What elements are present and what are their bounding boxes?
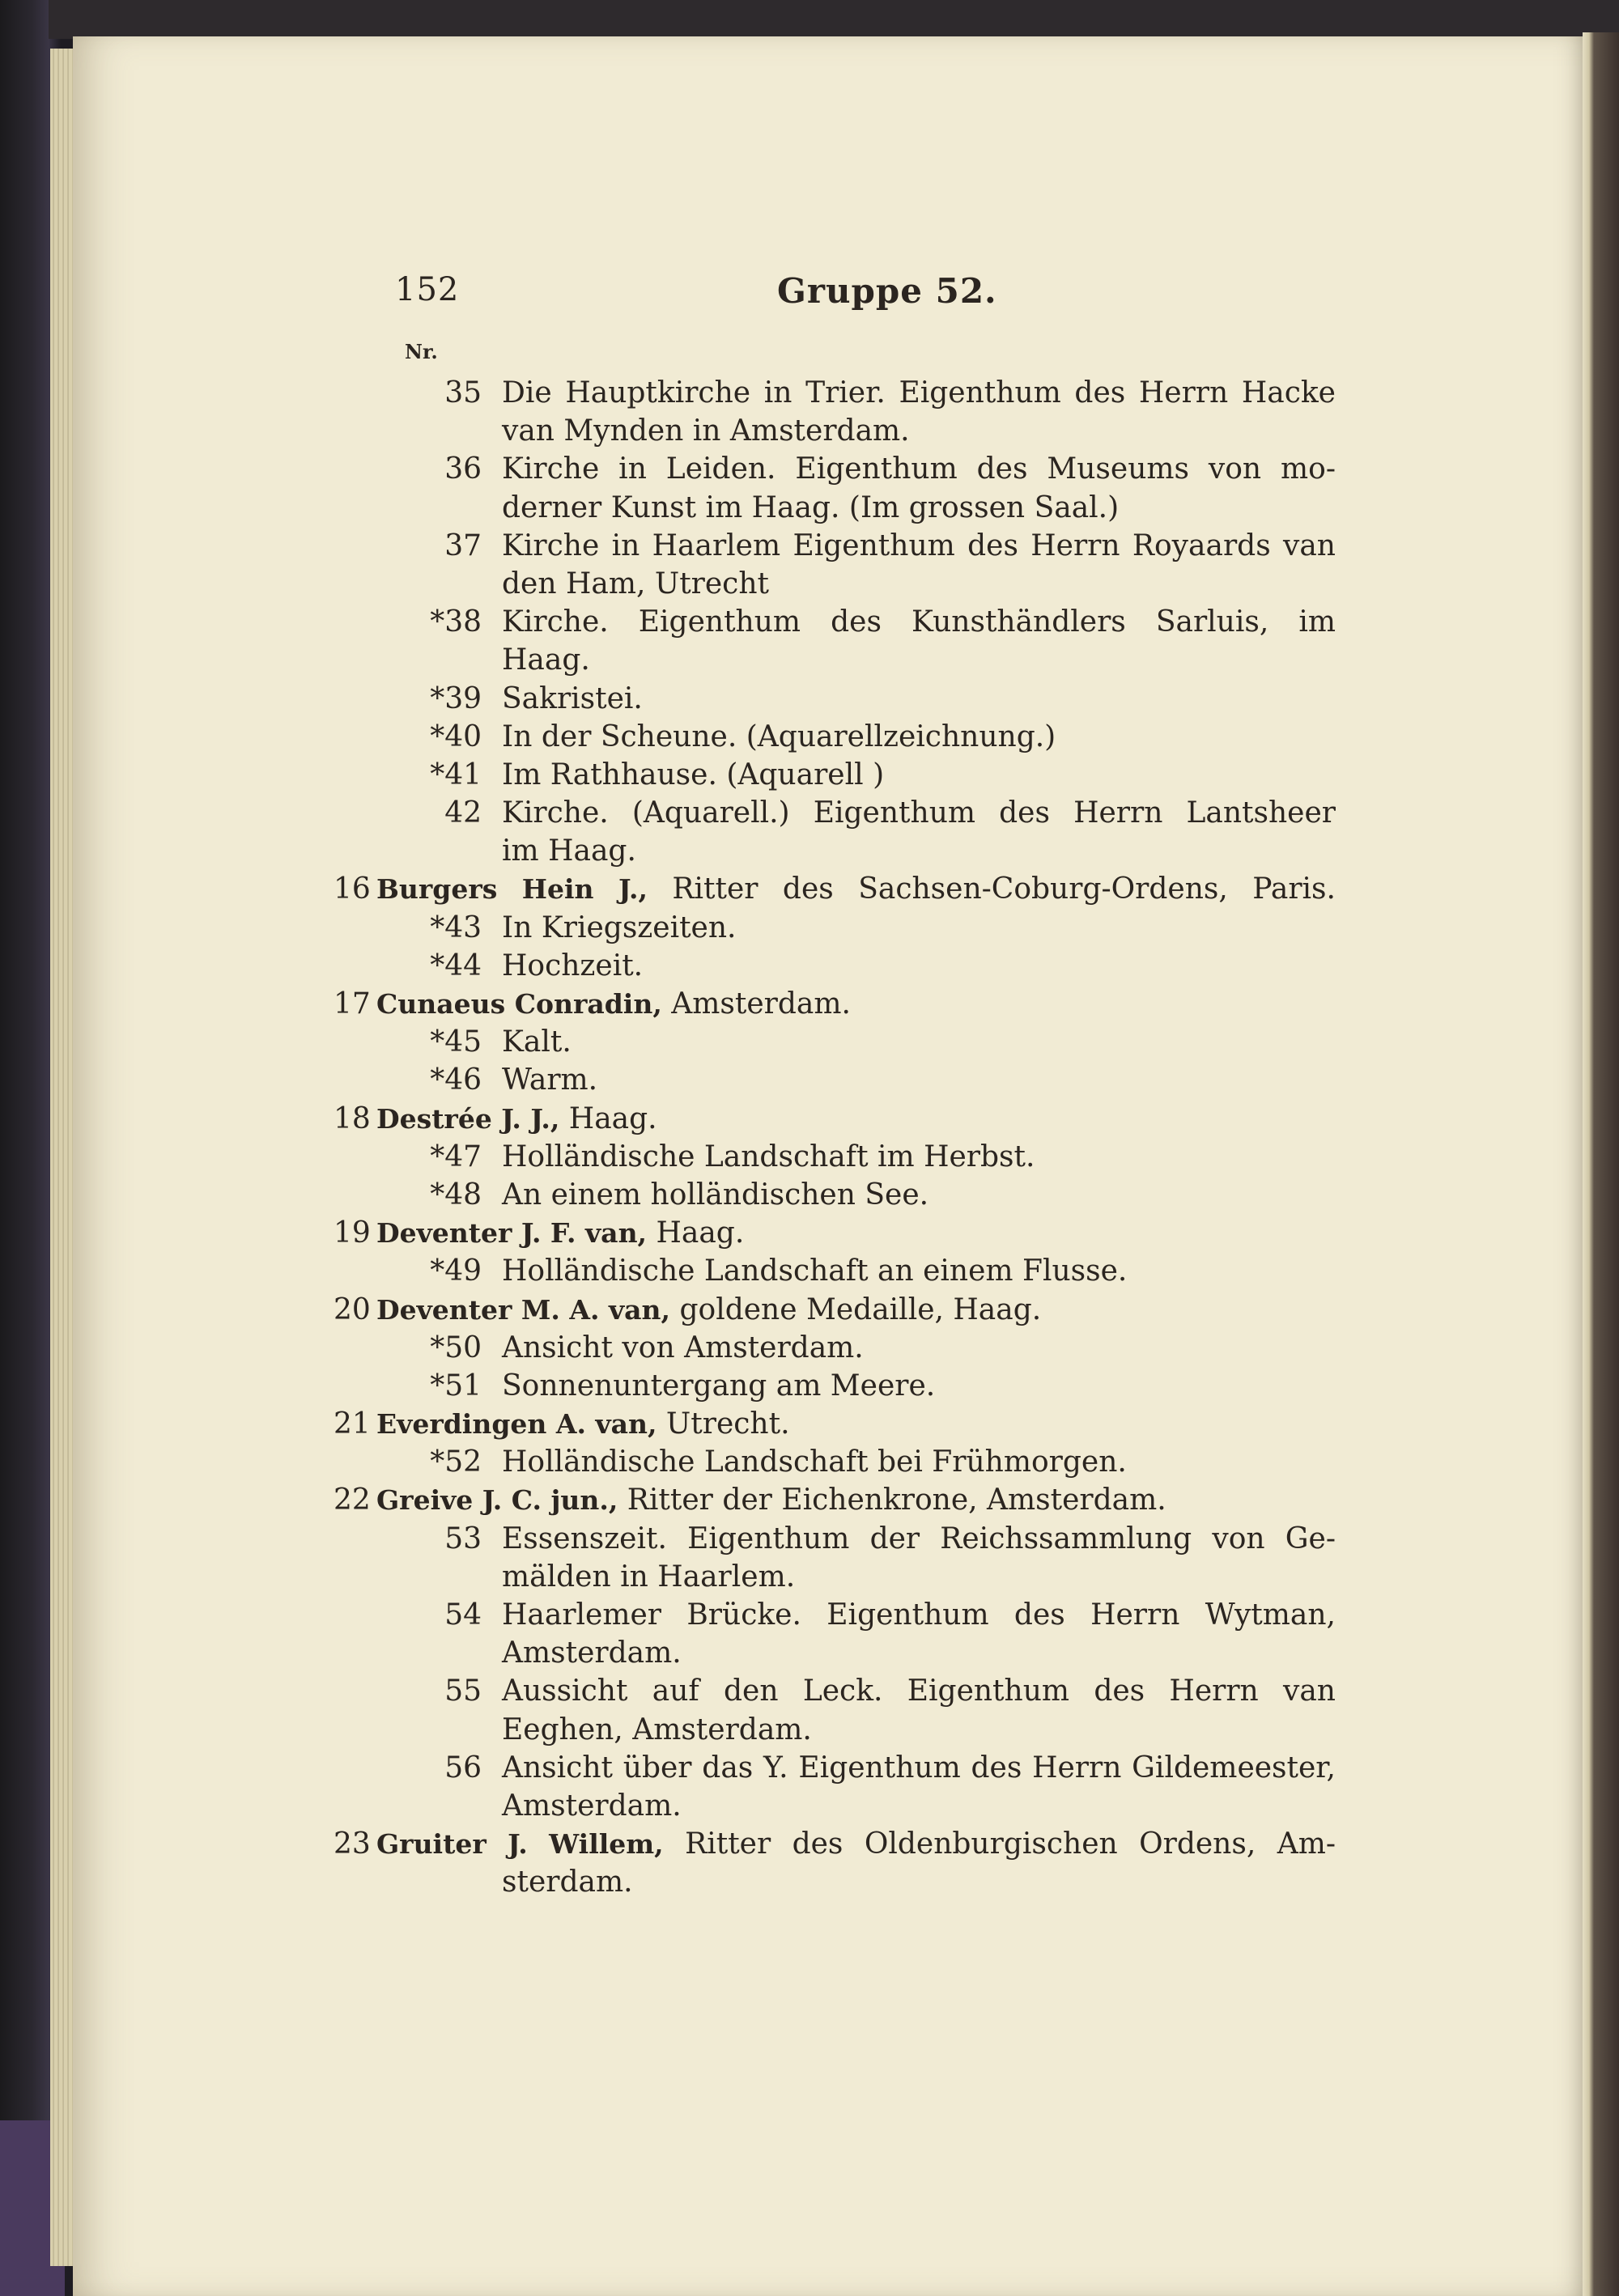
page-title: Gruppe 52.: [777, 271, 997, 311]
artist-number: 16: [334, 872, 371, 906]
item-text: Essenszeit. Eigenthum der Reichssammlung von Ge-: [502, 1521, 1336, 1555]
artist-text: [376, 870, 1336, 908]
artist-details: Amsterdam.: [661, 987, 851, 1021]
artist-number: 18: [334, 1101, 371, 1135]
catalogue-item: [0, 947, 1619, 985]
artist-text: [376, 1481, 1336, 1519]
item-number: *41: [430, 758, 482, 792]
catalogue-item: [0, 718, 1619, 756]
catalogue-item: [0, 1749, 1619, 1787]
item-number: 36: [444, 452, 482, 486]
artist-details: Haag.: [647, 1216, 745, 1250]
artist-number: 20: [334, 1292, 371, 1326]
continuation-line: [0, 489, 1619, 527]
artist-name: Greive J. C. jun.,: [376, 1484, 618, 1517]
catalogue-item: [0, 1672, 1619, 1710]
continuation-line: [0, 832, 1619, 870]
continuation-line: [0, 1558, 1619, 1596]
continuation-line: [0, 1787, 1619, 1825]
item-number: 53: [444, 1521, 482, 1555]
item-text: mälden in Haarlem.: [502, 1560, 796, 1594]
artist-name: Burgers Hein J.,: [376, 873, 648, 906]
item-text: Die Hauptkirche in Trier. Eigenthum des Herrn Hacke: [502, 376, 1336, 410]
item-text: Hochzeit.: [502, 949, 644, 982]
item-number: *52: [430, 1445, 482, 1479]
continuation-line: [0, 1863, 1619, 1901]
artist-details: Utrecht.: [657, 1407, 790, 1441]
catalogue-item: [0, 794, 1619, 832]
artist-details: Haag.: [559, 1101, 657, 1135]
item-text: Eeghen, Amsterdam.: [502, 1712, 812, 1746]
item-number: 54: [444, 1598, 482, 1632]
catalogue-item: [0, 1061, 1619, 1099]
catalogue-item: [0, 1367, 1619, 1405]
item-text: Holländische Landschaft an einem Flusse.: [502, 1254, 1128, 1288]
item-text: Kirche. (Aquarell.) Eigenthum des Herrn Lantsheer: [502, 796, 1336, 830]
item-number: *44: [430, 949, 482, 982]
item-text: An einem holländischen See.: [502, 1178, 929, 1212]
catalogue-item: [0, 1329, 1619, 1367]
artist-name: Gruiter J. Willem,: [376, 1828, 664, 1861]
artist-details: Ritter des Oldenburgischen Ordens, Am-: [663, 1827, 1336, 1861]
catalogue-item: [0, 603, 1619, 641]
catalogue-item: [0, 1596, 1619, 1634]
catalogue-item: [0, 1520, 1619, 1558]
item-text: Ansicht von Amsterdam.: [502, 1330, 864, 1364]
item-text: Holländische Landschaft bei Frühmorgen.: [502, 1445, 1127, 1479]
catalogue-item: [0, 1176, 1619, 1214]
continuation-line: [0, 412, 1619, 450]
continuation-line: [0, 1634, 1619, 1672]
catalogue-item: [0, 909, 1619, 947]
item-text: Aussicht auf den Leck. Eigenthum des Herrn van: [502, 1674, 1336, 1708]
artist-text: [376, 1100, 1336, 1138]
item-text: Kirche. Eigenthum des Kunsthändlers Sarluis, im: [502, 605, 1336, 639]
artist-entry: [0, 985, 1619, 1023]
artist-text: [376, 1214, 1336, 1252]
artist-name: Destrée J. J.,: [376, 1102, 560, 1135]
item-text: Amsterdam.: [502, 1636, 682, 1670]
catalogue-item: [0, 1138, 1619, 1176]
item-text: Im Rathhause. (Aquarell ): [502, 758, 885, 792]
artist-name: Cunaeus Conradin,: [376, 988, 662, 1020]
item-text: Ansicht über das Y. Eigenthum des Herrn Gildemeester,: [502, 1751, 1336, 1785]
continuation-line: [0, 1711, 1619, 1749]
item-number: *51: [430, 1369, 482, 1403]
item-number: *43: [430, 910, 482, 944]
item-number: *39: [430, 681, 482, 715]
artist-text: [376, 1291, 1336, 1329]
continuation-line: [0, 641, 1619, 679]
item-text: Haarlemer Brücke. Eigenthum des Herrn Wytman,: [502, 1598, 1336, 1632]
catalogue-item: [0, 527, 1619, 565]
item-number: *50: [430, 1330, 482, 1364]
artist-number: 21: [334, 1407, 371, 1441]
item-text: van Mynden in Amsterdam.: [502, 414, 910, 448]
item-number: *49: [430, 1254, 482, 1288]
artist-details: Ritter des Sachsen-Coburg-Ordens, Paris.: [648, 872, 1336, 906]
item-text: Sonnenuntergang am Meere.: [502, 1369, 936, 1403]
item-text: Kirche in Leiden. Eigenthum des Museums von mo-: [502, 452, 1336, 486]
artist-text: [376, 1825, 1336, 1863]
item-text: Warm.: [502, 1063, 598, 1097]
item-number: 55: [444, 1674, 482, 1708]
artist-details: goldene Medaille, Haag.: [670, 1292, 1042, 1326]
item-text: Amsterdam.: [502, 1789, 682, 1823]
catalogue-item: [0, 756, 1619, 794]
item-text: Kalt.: [502, 1025, 572, 1059]
artist-entry: [0, 1291, 1619, 1329]
artist-number: 19: [334, 1216, 371, 1250]
artist-name: Deventer M. A. van,: [376, 1293, 671, 1326]
artist-entry: [0, 870, 1619, 908]
item-number: 42: [444, 796, 482, 830]
item-number: 56: [444, 1751, 482, 1785]
item-number: *40: [430, 719, 482, 753]
item-text: den Ham, Utrecht: [502, 567, 769, 601]
artist-text: [376, 985, 1336, 1023]
item-number: 37: [444, 528, 482, 562]
item-number: *38: [430, 605, 482, 639]
artist-name: Deventer J. F. van,: [376, 1217, 648, 1250]
item-text: sterdam.: [502, 1865, 633, 1899]
item-text: Sakristei.: [502, 681, 643, 715]
nr-column-label: Nr.: [405, 340, 438, 363]
item-number: *45: [430, 1025, 482, 1059]
item-text: derner Kunst im Haag. (Im grossen Saal.): [502, 490, 1120, 524]
artist-entry: [0, 1214, 1619, 1252]
artist-details: Ritter der Eichenkrone, Amsterdam.: [618, 1483, 1166, 1517]
item-text: In Kriegszeiten.: [502, 910, 737, 944]
artist-number: 22: [334, 1483, 371, 1517]
catalogue-item: [0, 374, 1619, 412]
item-text: Holländische Landschaft im Herbst.: [502, 1140, 1035, 1173]
item-text: Haag.: [502, 643, 590, 677]
catalogue-list: [0, 374, 1619, 1902]
page-number: 152: [395, 271, 460, 308]
artist-entry: [0, 1481, 1619, 1519]
catalogue-item: [0, 1443, 1619, 1481]
catalogue-item: [0, 1252, 1619, 1290]
continuation-line: [0, 565, 1619, 603]
item-number: *47: [430, 1140, 482, 1173]
item-text: Kirche in Haarlem Eigenthum des Herrn Royaards van: [502, 528, 1336, 562]
catalogue-item: [0, 680, 1619, 718]
artist-number: 23: [334, 1827, 371, 1861]
artist-name: Everdingen A. van,: [376, 1408, 657, 1441]
artist-number: 17: [334, 987, 371, 1021]
item-number: 35: [444, 376, 482, 410]
item-text: In der Scheune. (Aquarellzeichnung.): [502, 719, 1056, 753]
item-text: im Haag.: [502, 834, 636, 868]
item-number: *48: [430, 1178, 482, 1212]
item-number: *46: [430, 1063, 482, 1097]
artist-entry: [0, 1405, 1619, 1443]
catalogue-item: [0, 450, 1619, 488]
artist-entry: [0, 1100, 1619, 1138]
artist-text: [376, 1405, 1336, 1443]
catalogue-item: [0, 1023, 1619, 1061]
artist-entry: [0, 1825, 1619, 1863]
